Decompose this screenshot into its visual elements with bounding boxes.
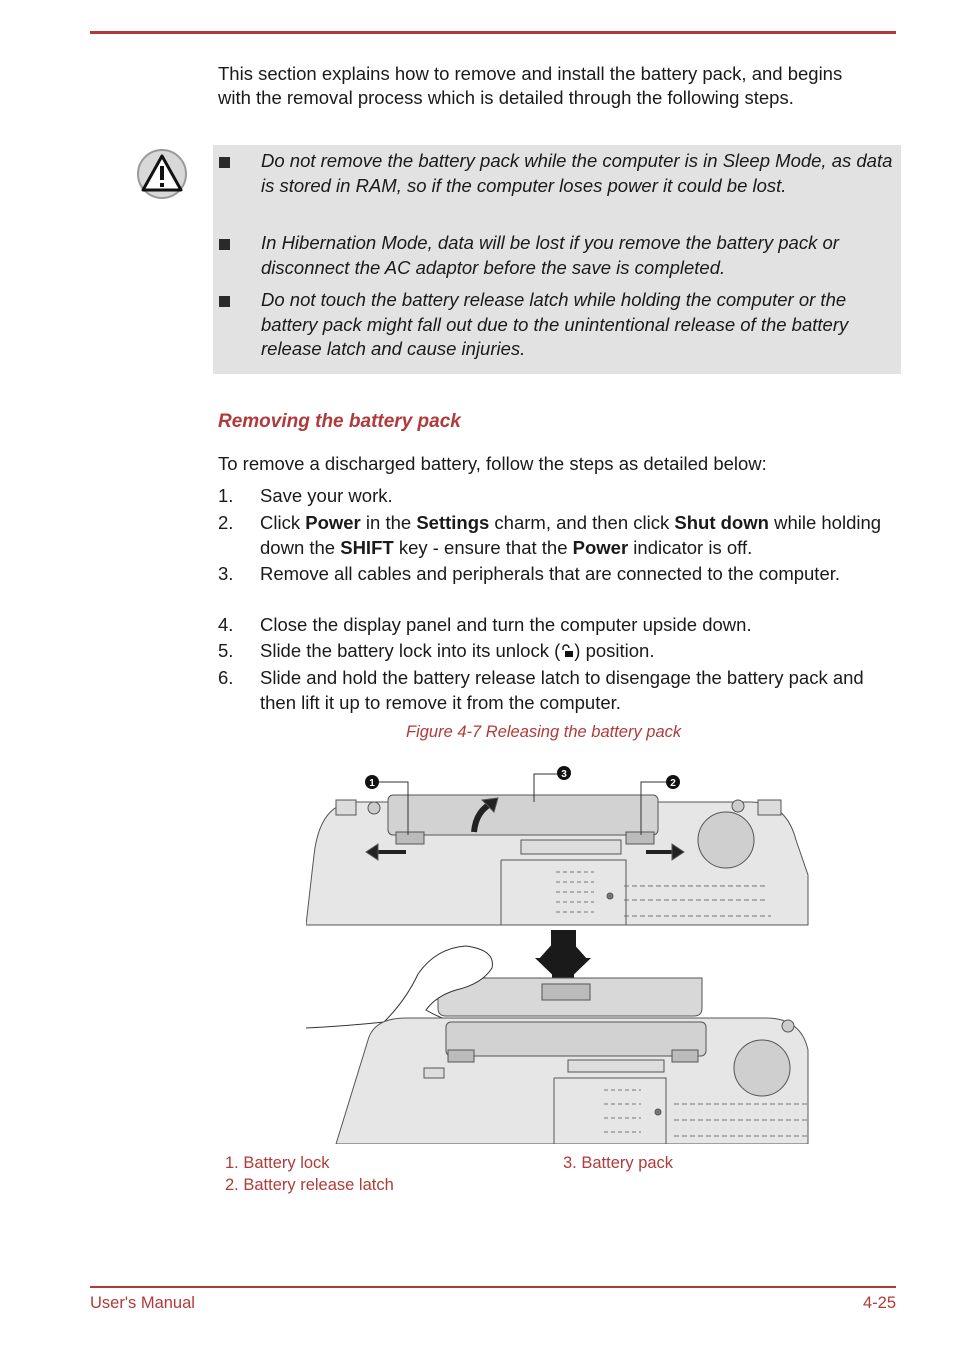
callout-3 (557, 766, 571, 780)
step-text: Slide and hold the battery release latch to disengage the battery pack and then lift it up to remove it from the computer. (260, 667, 864, 713)
step-number: 6. (218, 667, 234, 688)
step-number: 4. (218, 614, 234, 635)
bullet (219, 157, 230, 168)
footer-title: User's Manual (90, 1294, 195, 1312)
caution-text: Do not remove the battery pack while the computer is in Sleep Mode, as data is stored in RAM, so if the computer loses power it could be lost. (261, 150, 893, 196)
svg-text:3: 3 (561, 769, 567, 780)
header-rule (90, 31, 896, 34)
unlock-icon (560, 644, 574, 658)
step-number: 1. (218, 485, 234, 506)
caution-text: Do not touch the battery release latch while holding the computer or the battery pack might fall out due to the unintentional release of the battery release latch and cause injuries. (261, 289, 849, 359)
step-text: Slide the battery lock into its unlock ( ) position. (260, 640, 655, 661)
section-heading: Removing the battery pack (218, 411, 461, 432)
bullet (219, 296, 230, 307)
callout-1 (365, 775, 379, 789)
footer-rule (90, 1286, 896, 1288)
step-number: 2. (218, 512, 234, 533)
intro-paragraph: This section explains how to remove and install the battery pack, and begins with the removal process which is detailed through the following steps. (218, 63, 843, 108)
bullet (219, 239, 230, 250)
caution-box (213, 145, 901, 374)
step-text: Close the display panel and turn the computer upside down. (260, 614, 752, 635)
steps-intro: To remove a discharged battery, follow the steps as detailed below: (218, 453, 767, 474)
callout-2 (666, 775, 680, 789)
step-number: 5. (218, 640, 234, 661)
step-text: Click Power in the Settings charm, and then click Shut down while holding down the SHIFT key - ensure that the Power indicator is off. (260, 512, 882, 558)
battery-release-illustration (306, 760, 809, 1144)
step-text: Save your work. (260, 485, 393, 506)
svg-text:1: 1 (369, 778, 375, 789)
svg-text:2: 2 (670, 778, 676, 789)
caution-text: In Hibernation Mode, data will be lost if you remove the battery pack or disconnect the AC adaptor before the save is completed. (261, 232, 839, 278)
legend-item: 3. Battery pack (563, 1154, 674, 1172)
step-number: 3. (218, 563, 234, 584)
warning-triangle-icon (136, 148, 188, 200)
figure-caption: Figure 4-7 Releasing the battery pack (406, 723, 682, 741)
legend-item: 2. Battery release latch (225, 1176, 394, 1194)
page-number: 4-25 (862, 1294, 896, 1312)
step-text: Remove all cables and peripherals that are connected to the computer. (260, 563, 841, 584)
legend-item: 1. Battery lock (225, 1154, 330, 1172)
